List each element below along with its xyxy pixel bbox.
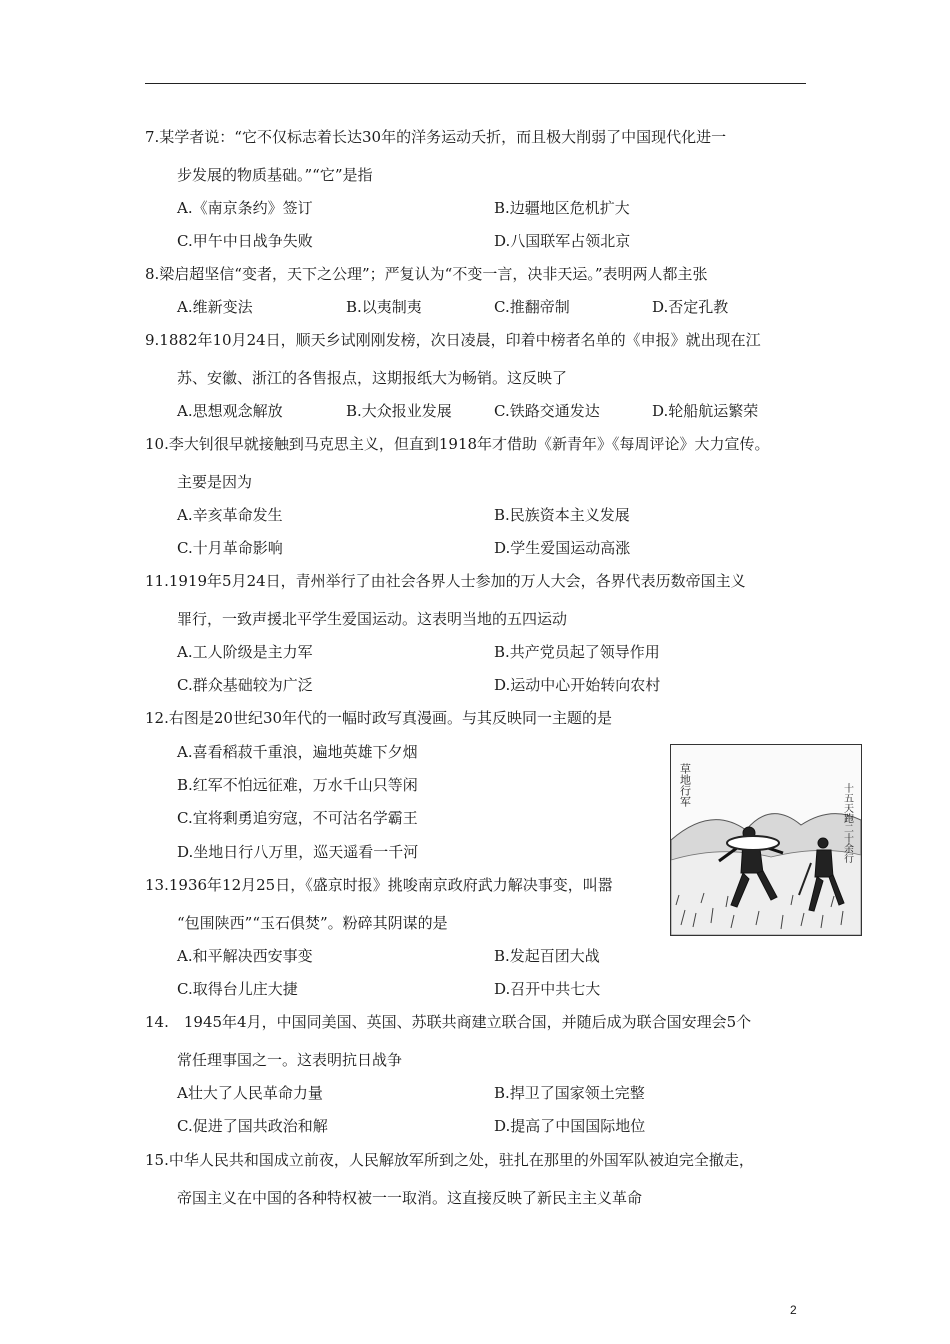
q13-option-c: C.取得台儿庄大捷	[177, 980, 298, 998]
q14-stem-line1: 14. 1945年4月，中国同美国、英国、苏联共商建立联合国，并随后成为联合国安理会5个	[145, 1013, 752, 1031]
q7-option-c: C.甲午中日战争失败	[177, 232, 313, 250]
q13-option-a: A.和平解决西安事变	[177, 947, 313, 965]
q8-option-c: C.推翻帝制	[494, 298, 570, 316]
q8-option-a: A.维新变法	[177, 298, 253, 316]
q10-option-b: B.民族资本主义发展	[494, 506, 630, 524]
q7-option-d: D.八国联军占领北京	[494, 232, 631, 250]
q11-option-d: D.运动中心开始转向农村	[494, 676, 661, 694]
q8-stem-line1: 8.梁启超坚信“变者，天下之公理”；严复认为“不变一言，决非天运。”表明两人都主张	[145, 265, 708, 283]
q13-option-b: B.发起百团大战	[494, 947, 600, 965]
q14-option-c: C.促进了国共政治和解	[177, 1117, 328, 1135]
q13-option-d: D.召开中共七大	[494, 980, 601, 998]
cartoon-image	[670, 744, 862, 936]
q9-stem-line1: 9.1882年10月24日，顺天乡试刚刚发榜，次日凌晨，印着中榜者名单的《申报》就出现在江	[145, 331, 761, 349]
q8-option-d: D.否定孔教	[652, 298, 729, 316]
q10-stem-line2: 主要是因为	[177, 473, 253, 491]
q12-option-b: B.红军不怕远征难，万水千山只等闲	[177, 776, 418, 794]
q9-option-b: B.大众报业发展	[346, 402, 452, 420]
q10-option-d: D.学生爱国运动高涨	[494, 539, 631, 557]
cartoon-caption-right: 十五天跑二十余行	[841, 783, 853, 863]
q12-option-c: C.宜将剩勇追穷寇，不可沽名学霸王	[177, 809, 418, 827]
q11-stem-line2: 罪行，一致声援北平学生爱国运动。这表明当地的五四运动	[177, 610, 568, 628]
q12-stem-line1: 12.右图是20世纪30年代的一幅时政写真漫画。与其反映同一主题的是	[145, 709, 613, 727]
q13-stem-line1: 13.1936年12月25日，《盛京时报》挑唆南京政府武力解决事变，叫嚣	[145, 876, 613, 894]
q11-stem-line1: 11.1919年5月24日，青州举行了由社会各界人士参加的万人大会，各界代表历数帝国主义	[145, 572, 746, 590]
q12-option-d: D.坐地日行八万里，巡天遥看一千河	[177, 843, 419, 861]
q7-option-a: A.《南京条约》签订	[177, 199, 313, 217]
q7-stem-line2: 步发展的物质基础。”“它”是指	[177, 166, 373, 184]
q14-stem-line2: 常任理事国之一。这表明抗日战争	[177, 1051, 403, 1069]
q15-stem-line1: 15.中华人民共和国成立前夜，人民解放军所到之处，驻扎在那里的外国军队被迫完全撤走，	[145, 1151, 754, 1169]
q11-option-c: C.群众基础较为广泛	[177, 676, 313, 694]
q11-option-b: B.共产党员起了领导作用	[494, 643, 660, 661]
q14-option-a: A壮大了人民革命力量	[177, 1084, 323, 1102]
q11-option-a: A.工人阶级是主力军	[177, 643, 313, 661]
q14-option-d: D.提高了中国国际地位	[494, 1117, 646, 1135]
q10-option-a: A.辛亥革命发生	[177, 506, 283, 524]
q15-stem-line2: 帝国主义在中国的各种特权被一一取消。这直接反映了新民主主义革命	[177, 1189, 643, 1207]
q7-stem-line1: 7.某学者说：“它不仅标志着长达30年的洋务运动夭折，而且极大削弱了中国现代化进一	[145, 128, 727, 146]
q9-option-a: A.思想观念解放	[177, 402, 283, 420]
q9-option-c: C.铁路交通发达	[494, 402, 600, 420]
header-rule	[145, 83, 806, 84]
q12-option-a: A.喜看稻菽千重浪，遍地英雄下夕烟	[177, 743, 418, 761]
q9-option-d: D.轮船航运繁荣	[652, 402, 759, 420]
cartoon-caption-left: 草地行军	[678, 763, 692, 807]
q13-stem-line2: “包围陕西”“玉石俱焚”。粉碎其阴谋的是	[177, 914, 448, 932]
q7-option-b: B.边疆地区危机扩大	[494, 199, 630, 217]
q8-option-b: B.以夷制夷	[346, 298, 422, 316]
q9-stem-line2: 苏、安徽、浙江的各售报点，这期报纸大为畅销。这反映了	[177, 369, 568, 387]
q10-option-c: C.十月革命影响	[177, 539, 283, 557]
page-number: 2	[790, 1303, 797, 1317]
q10-stem-line1: 10.李大钊很早就接触到马克思主义，但直到1918年才借助《新青年》《每周评论》大力宣传。	[145, 435, 770, 453]
q14-option-b: B.捍卫了国家领土完整	[494, 1084, 645, 1102]
